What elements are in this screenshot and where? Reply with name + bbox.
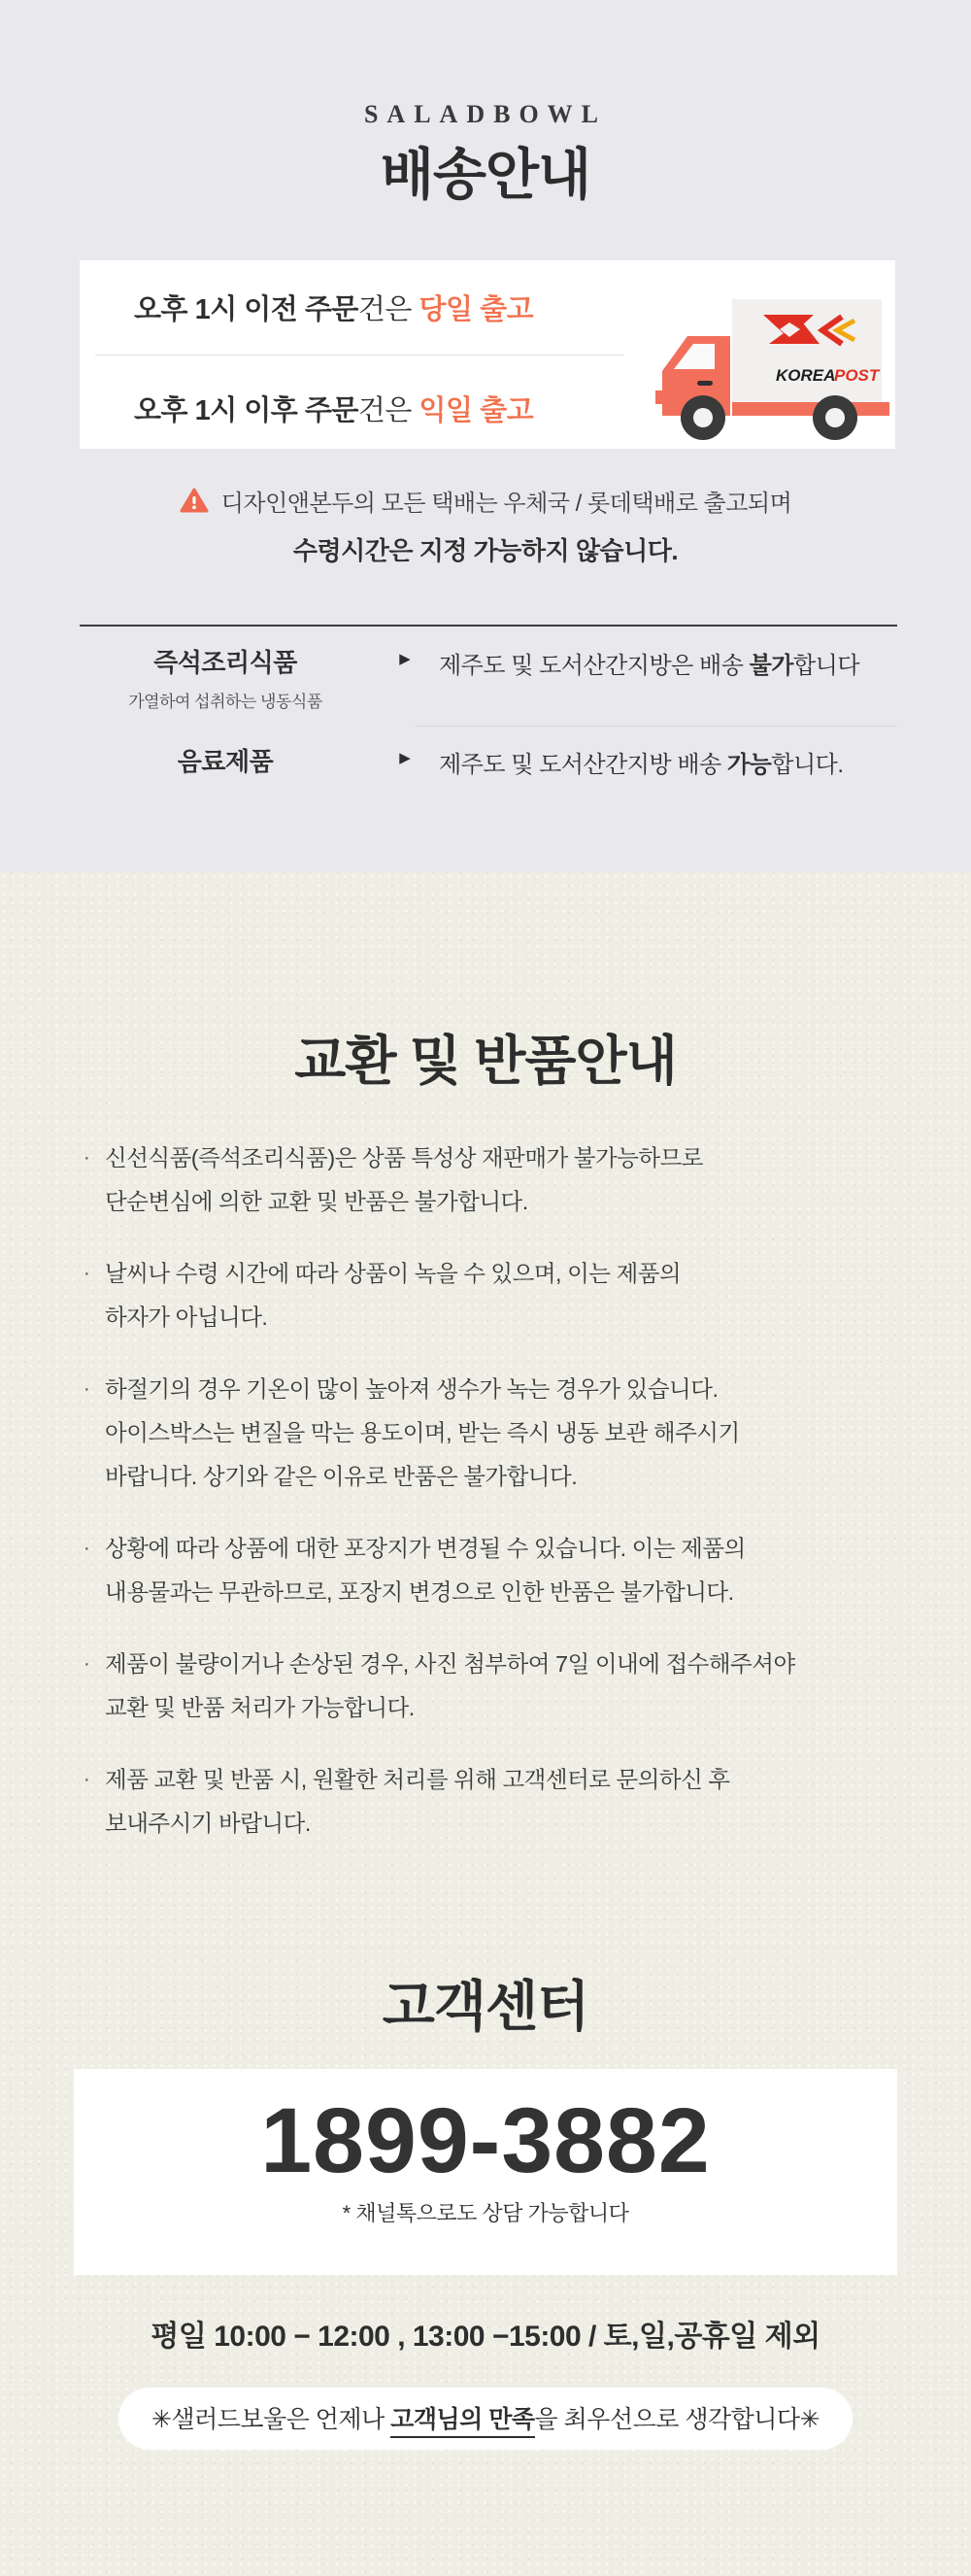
bullet-text [105, 1136, 703, 1224]
bullet-dot: · [84, 1653, 90, 1675]
row1-text-suffix: 합니다 [792, 653, 860, 679]
footer-emphasis: 고객님의 만족 [390, 2406, 534, 2438]
bullet2-line1: 날씨나 수령 시간에 따라 상품이 녹을 수 있으며, 이는 제품의 [105, 1261, 682, 1286]
row2-text [439, 742, 897, 779]
warning-icon [180, 488, 209, 514]
phone-note: * 채널톡으로도 상담 가능합니다 [342, 2201, 629, 2225]
bullet3-line3: 바랍니다. 상기와 같은 이유로 반품은 불가합니다. [105, 1464, 578, 1489]
rule1-rest-text: 건은 [357, 294, 419, 325]
list-item [84, 1136, 922, 1224]
list-item [84, 1368, 922, 1499]
rule2-highlight-text: 익일 출고 [419, 395, 534, 426]
customer-service-title: 고객센터 [382, 1976, 589, 2037]
bullet-dot: · [84, 1263, 90, 1284]
list-item [84, 1643, 922, 1730]
truck-label-korea: KOREA [776, 366, 836, 385]
shipping-title: 배송안내 [380, 144, 591, 206]
footer-banner [118, 2388, 853, 2450]
row2-label [80, 742, 371, 778]
truck-door-handle [697, 381, 713, 386]
list-item [84, 1252, 922, 1339]
row1-text-bold: 불가 [749, 653, 793, 679]
row1-label-main: 즉석조리식품 [153, 648, 297, 677]
rule2-rest-text: 건은 [357, 395, 419, 426]
row2-text-bold: 가능 [726, 752, 772, 778]
bullet-dot: · [84, 1378, 90, 1400]
list-item [84, 1758, 922, 1846]
returns-section [0, 872, 971, 2576]
bullet-text [105, 1368, 740, 1499]
rule1-bold-text: 오후 1시 이전 주문 [134, 294, 358, 325]
table-row-instant-food [80, 627, 897, 726]
bullet-text [105, 1527, 746, 1614]
rule1-highlight-text: 당일 출고 [419, 294, 534, 325]
shipping-region-table [80, 625, 897, 797]
bullet-dot: · [84, 1147, 90, 1169]
shipping-notice [0, 484, 971, 567]
returns-bullet-list [84, 1136, 922, 1874]
bullet4-line1: 상황에 따라 상품에 대한 포장지가 변경될 수 있습니다. 이는 제품의 [105, 1536, 746, 1561]
row1-text [439, 643, 897, 680]
bullet1-line2: 단순변심에 의한 교환 및 반품은 불가합니다. [105, 1189, 528, 1214]
notice-line1-text: 디자인앤본두의 모든 택배는 우체국 / 롯데택배로 출고되며 [220, 491, 792, 517]
shipping-rule-before-1pm [134, 288, 533, 327]
business-hours: 평일 10:00 − 12:00 , 13:00 −15:00 / 토,일,공휴일 제외 [151, 2321, 820, 2353]
phone-card [74, 2069, 897, 2275]
row2-label-main: 음료제품 [177, 747, 274, 776]
bullet-dot: · [84, 1538, 90, 1559]
bullet-text [105, 1758, 730, 1846]
footer-prefix: ✳샐러드보울은 언제나 [151, 2406, 391, 2433]
truck-label-post: POST [834, 366, 880, 385]
banner-divider [95, 355, 624, 356]
brand-name: SALADBOWL [363, 100, 608, 128]
list-item [84, 1527, 922, 1614]
notice-line2-text: 수령시간은 지정 가능하지 않습니다. [292, 536, 679, 565]
bullet6-line1: 제품 교환 및 반품 시, 원활한 처리를 위해 고객센터로 문의하신 후 [105, 1767, 730, 1792]
shipping-section [0, 0, 971, 872]
row2-text-suffix: 합니다. [771, 752, 844, 778]
row2-text-prefix: 제주도 및 도서산간지방 배송 [439, 752, 727, 778]
bullet-text [105, 1643, 795, 1730]
truck-bumper [732, 402, 889, 416]
table-row-beverage [80, 727, 897, 797]
bullet5-line1: 제품이 불량이거나 손상된 경우, 사진 첨부하여 7일 이내에 접수해주셔야 [105, 1651, 795, 1677]
bullet6-line2: 보내주시기 바랍니다. [105, 1811, 311, 1836]
shipping-rule-after-1pm [134, 389, 533, 428]
truck-front-bumper [655, 390, 664, 404]
row1-text-prefix: 제주도 및 도서산간지방은 배송 [439, 653, 750, 679]
footer-banner-wrap [0, 2388, 971, 2450]
shipping-banner-card [80, 260, 895, 449]
phone-number: 1899-3882 [260, 2089, 711, 2192]
rule2-bold-text: 오후 1시 이후 주문 [134, 395, 358, 426]
bullet3-line2: 아이스박스는 변질을 막는 용도이며, 받는 즉시 냉동 보관 해주시기 [105, 1420, 740, 1445]
footer-suffix: 을 최우선으로 생각합니다✳ [534, 2406, 820, 2433]
bullet2-line2: 하자가 아닙니다. [105, 1305, 268, 1330]
row1-label-sub: 가열하여 섭취하는 냉동식품 [128, 693, 322, 711]
arrow-right-icon: ▶ [399, 651, 411, 667]
notice-line1 [180, 484, 792, 518]
arrow-right-icon: ▶ [399, 750, 411, 766]
bullet1-line1: 신선식품(즉석조리식품)은 상품 특성상 재판매가 불가능하므로 [105, 1145, 703, 1170]
truck-cargo-box [732, 299, 882, 402]
delivery-truck-illustration [643, 293, 891, 445]
bullet-text [105, 1252, 681, 1339]
bullet-dot: · [84, 1769, 90, 1790]
bullet4-line2: 내용물과는 무관하므로, 포장지 변경으로 인한 반품은 불가합니다. [105, 1579, 734, 1605]
returns-title: 교환 및 반품안내 [294, 1031, 677, 1091]
bullet3-line1: 하절기의 경우 기온이 많이 높아져 생수가 녹는 경우가 있습니다. [105, 1376, 719, 1402]
row1-label [80, 643, 371, 712]
bullet5-line2: 교환 및 반품 처리가 가능합니다. [105, 1695, 415, 1720]
